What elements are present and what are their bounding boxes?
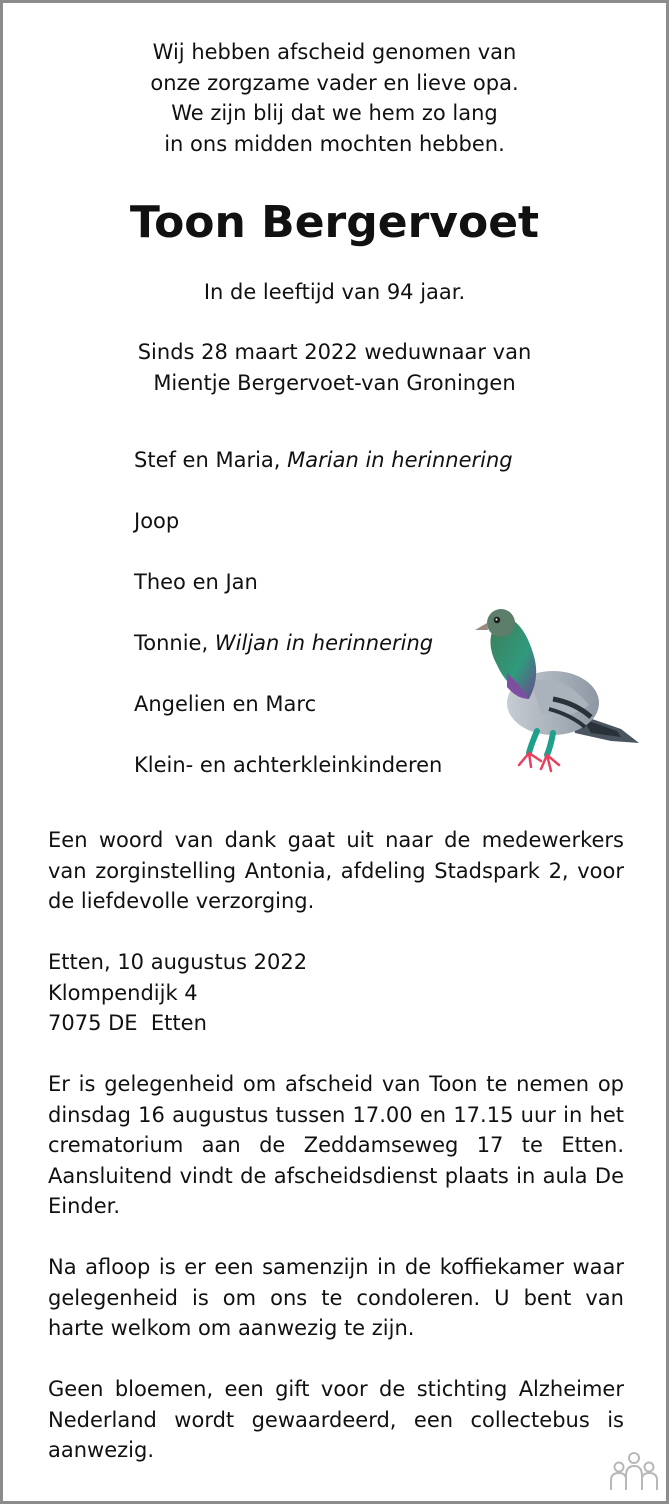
address-line: Klompendijk 4 [48,980,198,1005]
family-name: Joop [134,509,180,533]
family-member [134,445,513,475]
family-memory: Marian in herinnering [287,448,513,472]
age-text: In de leeftijd van 94 jaar. [203,280,466,304]
address-block [48,947,307,1039]
flowers-text: Geen bloemen, een gift voor de stichting Alzheimer Nederland wordt gewaardeerd, een collectebus is aanwezig. [48,1377,624,1462]
family-name: Stef en Maria, [134,448,288,472]
intro-text [3,37,666,159]
intro-line: in ons midden mochten hebben. [164,131,505,156]
family-member [134,750,442,780]
pigeon-illustration [471,603,641,783]
family-name: Tonnie, [134,631,215,655]
intro-line: onze zorgzame vader en lieve opa. [150,70,519,95]
widower-line: Sinds 28 maart 2022 weduwnaar van [137,340,532,364]
thanks-text: Een woord van dank gaat uit naar de medewerkers van zorginstelling Antonia, afdeling Stadspark 2, voor de liefdevolle verzorging. [48,828,624,913]
family-member [134,567,258,597]
family-member [134,506,179,536]
family-member [134,628,433,658]
farewell-text: Er is gelegenheid om afscheid van Toon te nemen op dinsdag 16 augustus tussen 17.00 en 17.15 uur in het crematorium aan de Zeddamseweg 17 te Etten. Aansluitend vindt de afscheidsdienst plaats in aula De Einder. [48,1072,624,1218]
family-memory: Wiljan in herinnering [214,631,434,655]
family-member [134,689,316,719]
family-name: Theo en Jan [134,570,258,594]
deceased-name: Toon Bergervoet [129,197,540,248]
address-line: Etten, 10 augustus 2022 [48,950,308,974]
intro-line: We zijn blij dat we hem zo lang [171,101,498,125]
widower-line: Mientje Bergervoet-van Groningen [153,370,516,395]
widower-text [3,337,666,398]
gathering-text: Na afloop is er een samenzijn in de koffiekamer waar gelegenheid is om ons te condoleren. U bent van harte welkom om aanwezig te zijn. [48,1255,624,1340]
people-group-icon [608,1450,660,1492]
address-line: 7075 DE Etten [48,1011,207,1035]
family-name: Klein- en achterkleinkinderen [134,753,443,777]
family-name: Angelien en Marc [134,692,317,716]
intro-line: Wij hebben afscheid genomen van [152,40,517,64]
